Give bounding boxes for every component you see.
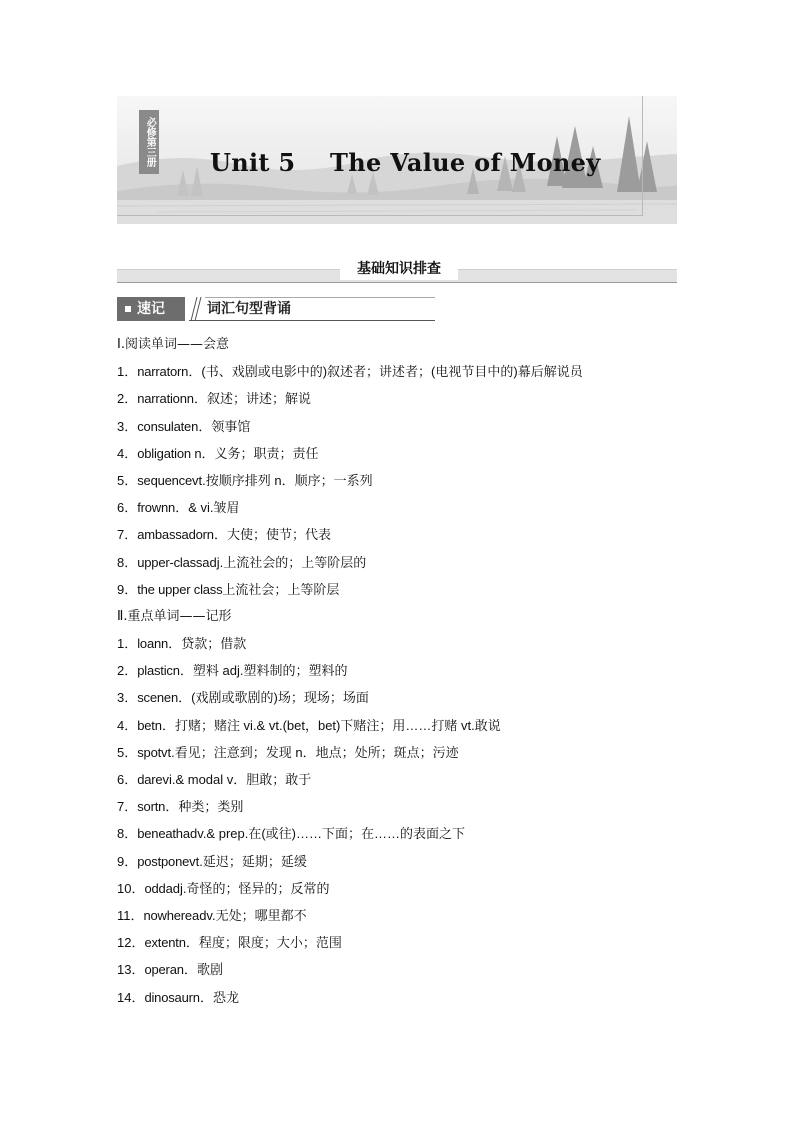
part2-entries [117, 635, 697, 1016]
entry-number: 4． [117, 445, 138, 461]
vocab-entry [117, 989, 697, 1016]
part1-heading: Ⅰ.阅读单词——会意 [117, 337, 229, 352]
vocab-entry [117, 472, 697, 499]
entry-word: scene [137, 690, 171, 706]
vocab-entry [117, 934, 697, 961]
speed-tag-label: 速记 [137, 301, 165, 317]
vocab-entry [117, 635, 697, 662]
entry-number: 1． [117, 364, 138, 380]
entry-word: ambassador [137, 527, 207, 543]
entry-definition: n．贷款；借款 [161, 636, 247, 652]
unit-title: Unit 5 The Value of Money [210, 148, 601, 177]
entry-definition: n．打赌；赌注 vi.& vt.(bet，bet)下赌注；用……打赌 vt.敢说 [154, 717, 501, 733]
entry-number: 13． [117, 962, 145, 978]
entry-definition: vt.延迟；延期；延缓 [189, 853, 307, 869]
entry-number: 9． [117, 853, 138, 869]
entry-number: 7． [117, 799, 138, 815]
entry-word: beneath [137, 826, 183, 842]
speed-memo-header [117, 297, 435, 321]
vocab-entry [117, 907, 697, 934]
entry-number: 8． [117, 826, 138, 842]
entry-definition: n．恐龙 [192, 989, 239, 1005]
entry-word: sequence [137, 472, 193, 488]
entry-word: consulate [137, 418, 192, 434]
entry-word: plastic [137, 663, 173, 679]
vocab-entry [117, 363, 697, 390]
entry-word: postpone [137, 853, 190, 869]
entry-number: 7． [117, 527, 138, 543]
vocab-entry [117, 689, 697, 716]
entry-word: odd [144, 880, 166, 896]
part1-entries [117, 363, 697, 608]
entry-word: dinosaur [144, 989, 193, 1005]
entry-word: extent [144, 935, 179, 951]
unit-banner [117, 96, 677, 224]
vocab-entry [117, 445, 697, 472]
entry-definition: vt.看见；注意到；发现 n．地点；处所；斑点；污迹 [161, 744, 459, 760]
entry-word: upper-class [137, 554, 203, 570]
entry-word: narrator [137, 364, 182, 380]
entry-number: 8． [117, 554, 138, 570]
vocab-entry [117, 499, 697, 526]
entry-definition: vi.& modal v．胆敢；敢于 [162, 772, 312, 787]
vocab-entry [117, 771, 697, 798]
entry-number: 10． [117, 880, 145, 896]
entry-number: 2． [117, 663, 138, 679]
vocab-entry [117, 581, 697, 608]
square-bullet-icon [125, 306, 131, 312]
entry-definition: n．领事馆 [191, 418, 251, 434]
entry-definition: n．程度；限度；大小；范围 [178, 935, 342, 951]
vocab-entry [117, 744, 697, 771]
entry-word: dare [137, 772, 163, 787]
entry-number: 12． [117, 935, 145, 951]
entry-definition: n．歌剧 [176, 962, 223, 978]
entry-definition: adj.奇怪的；怪异的；反常的 [165, 880, 330, 896]
speed-tag [117, 297, 185, 321]
entry-number: 14． [117, 989, 145, 1005]
entry-word: the upper class [137, 581, 223, 597]
entry-number: 3． [117, 690, 138, 706]
vocab-entry [117, 853, 697, 880]
entry-definition: adj.上流社会的；上等阶层的 [202, 554, 367, 570]
entry-definition: n．大使；使节；代表 [206, 527, 332, 543]
entry-word: bet [137, 717, 155, 733]
vocabulary-list [117, 336, 697, 1016]
book-volume-tag: 必修第三册 [139, 110, 159, 174]
entry-number: 6． [117, 772, 138, 787]
vocab-entry [117, 418, 697, 445]
vocab-entry [117, 798, 697, 825]
entry-definition: n．叙述；讲述；解说 [186, 391, 311, 407]
entry-number: 5． [117, 472, 138, 488]
entry-word: opera [144, 962, 177, 978]
entry-number: 4． [117, 717, 138, 733]
entry-definition: adv.无处；哪里都不 [191, 907, 307, 923]
entry-definition: vt.按顺序排列 n．顺序；一系列 [192, 472, 373, 488]
entry-number: 3． [117, 418, 138, 434]
entry-word: obligation [137, 445, 195, 461]
speed-bottom-rule [189, 320, 435, 321]
double-slash-icon [189, 297, 203, 321]
section-title: 基础知识排查 [340, 258, 458, 280]
vocab-entry [117, 961, 697, 988]
entry-word: frown [137, 500, 169, 516]
entry-definition: 上流社会；上等阶层 [222, 581, 340, 597]
entry-word: narration [137, 391, 187, 407]
speed-title: 词汇句型背诵 [207, 301, 291, 317]
entry-definition: n．& vi.皱眉 [168, 500, 240, 516]
vocab-entry [117, 662, 697, 689]
vocab-entry [117, 390, 697, 417]
vocab-entry [117, 880, 697, 907]
vocab-entry [117, 554, 697, 581]
entry-definition: n．义务；职责；责任 [194, 445, 319, 461]
entry-number: 6． [117, 500, 138, 516]
vocab-entry [117, 717, 697, 744]
entry-definition: n．(书、戏剧或电影中的)叙述者；讲述者；(电视节目中的)幕后解说员 [181, 364, 583, 380]
entry-definition: n．种类；类别 [158, 799, 244, 815]
entry-definition: adv.& prep.在(或往)……下面；在……的表面之下 [182, 826, 466, 842]
entry-number: 2． [117, 391, 138, 407]
vocab-entry [117, 825, 697, 852]
entry-number: 11． [117, 907, 144, 923]
entry-number: 9． [117, 581, 138, 597]
entry-word: sort [137, 799, 159, 815]
entry-word: nowhere [143, 907, 192, 923]
entry-definition: n．(戏剧或歌剧的)场；现场；场面 [170, 690, 369, 706]
part2-heading: Ⅱ.重点单词——记形 [117, 608, 232, 624]
entry-number: 1． [117, 636, 138, 652]
vocab-entry [117, 526, 697, 553]
entry-definition: n．塑料 adj.塑料制的；塑料的 [172, 663, 348, 679]
entry-word: spot [137, 744, 162, 760]
entry-word: loan [137, 636, 162, 652]
entry-number: 5． [117, 744, 138, 760]
